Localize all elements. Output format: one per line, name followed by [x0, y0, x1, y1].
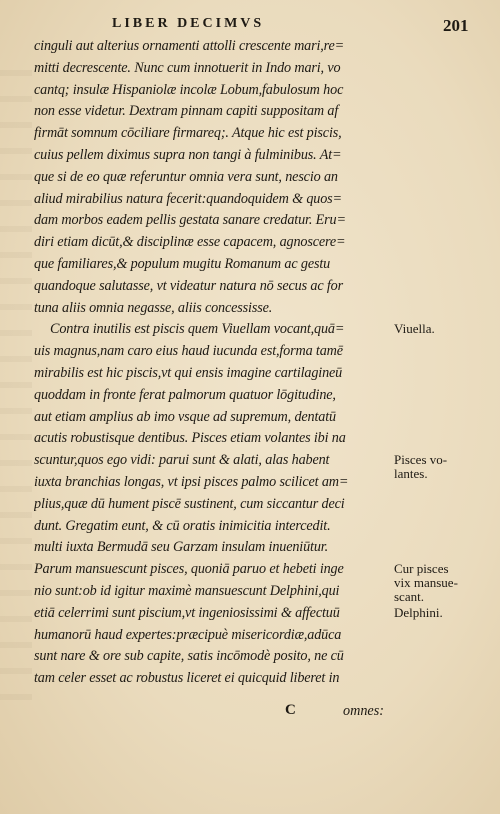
- catch-line: [0, 702, 500, 724]
- text-line: aliud mirabilius natura fecerit:quandoquidem & quos=: [34, 190, 342, 207]
- page-gutter-shadow: [0, 70, 32, 720]
- text-line: uis magnus,nam caro eius haud iucunda est,forma tamē: [34, 343, 343, 360]
- text-line: etiā celerrimi sunt piscium,vt ingeniosissimi & affectuū: [34, 604, 340, 621]
- text-line: cantq; insulæ Hispaniolæ incolæ Lobum,fabulosum hoc: [34, 81, 344, 98]
- text-line: aut etiam amplius ab imo vsque ad supremum, dentatū: [34, 408, 336, 425]
- text-line: plius,quæ dū hument piscē sustinent, cum siccantur deci: [34, 495, 345, 512]
- margin-note-line: Viuella.: [394, 321, 435, 337]
- text-line: cinguli aut alterius ornamenti attolli crescente mari,re=: [34, 38, 345, 54]
- text-line: diri etiam dicūt,& disciplinæ esse capacem, agnoscere=: [34, 234, 346, 251]
- margin-note: [394, 606, 494, 620]
- text-line: cuius pellem diximus supra non tangi à fulminibus. At=: [34, 146, 342, 163]
- margin-note-line: scant.: [394, 589, 424, 605]
- margin-note-line: Cur pisces: [394, 561, 449, 577]
- text-line: quandoque salutasse, vt videatur natura nō secus ac for: [34, 277, 343, 294]
- text-line: que familiares,& populum mugitu Romanum ac gestu: [34, 255, 331, 272]
- text-line: Contra inutilis est piscis quem Viuellam vocant,quā=: [50, 321, 345, 338]
- text-line: tuna aliis omnia negasse, aliis concessisse.: [34, 299, 273, 316]
- text-line: firmāt somnum cōciliare firmareq;. Atque hic est piscis,: [34, 125, 342, 142]
- text-line: Parum mansuescunt pisces, quoniā paruo et hebeti inge: [34, 561, 344, 578]
- body-text: [34, 36, 394, 690]
- margin-note-line: lantes.: [394, 466, 428, 482]
- margin-note: [394, 322, 494, 336]
- margin-note-line: Pisces vo-: [394, 452, 448, 468]
- text-line: acutis robustisque dentibus. Pisces etiam volantes ibi na: [34, 430, 346, 447]
- text-line: dam morbos eadem pellis gestata sanare credatur. Eru=: [34, 212, 346, 229]
- margin-note-line: Delphini.: [394, 604, 443, 620]
- text-line: scuntur,quos ego vidi: parui sunt & alati, alas habent: [34, 452, 330, 469]
- margin-note-line: vix mansue-: [394, 575, 458, 591]
- text-line: multi iuxta Bermudā seu Garzam insulam inueniūtur.: [34, 539, 328, 556]
- text-line: humanorū haud expertes:præcipuè misericordiæ,adūca: [34, 626, 342, 643]
- text-line: iuxta branchias longas, vt ipsi pisces palmo scilicet am=: [34, 473, 349, 490]
- text-line: sunt nare & ore sub capite, satis incōmodè posito, ne cū: [34, 648, 344, 665]
- text-line: non esse videtur. Dextram pinnam capiti suppositam af: [34, 103, 339, 120]
- page-number: 201: [443, 16, 469, 35]
- text-line: mirabilis est hic piscis,vt qui ensis imagine cartilagineū: [34, 364, 343, 381]
- text-line: que si de eo quæ referuntur omnia vera sunt, nescio an: [34, 168, 338, 185]
- signature-mark: C: [285, 702, 296, 718]
- margin-note: [394, 562, 494, 604]
- text-line: mitti decrescente. Nunc cum innotuerit in Indo mari, vo: [34, 59, 341, 76]
- running-title: LIBER DECIMVS: [112, 16, 265, 31]
- text-line: dunt. Gregatim eunt, & cū oratis inimicitia intercedit.: [34, 517, 331, 534]
- text-line: quoddam in fronte ferat palmorum quatuor lōgitudine,: [34, 386, 336, 403]
- text-line: tam celer esset ac robustus liceret ei quicquid liberet in: [34, 670, 340, 687]
- text-line: nio sunt:ob id igitur maximè mansuescunt Delphini,qui: [34, 582, 340, 599]
- catchword: omnes:: [343, 703, 384, 719]
- margin-note: [394, 453, 494, 481]
